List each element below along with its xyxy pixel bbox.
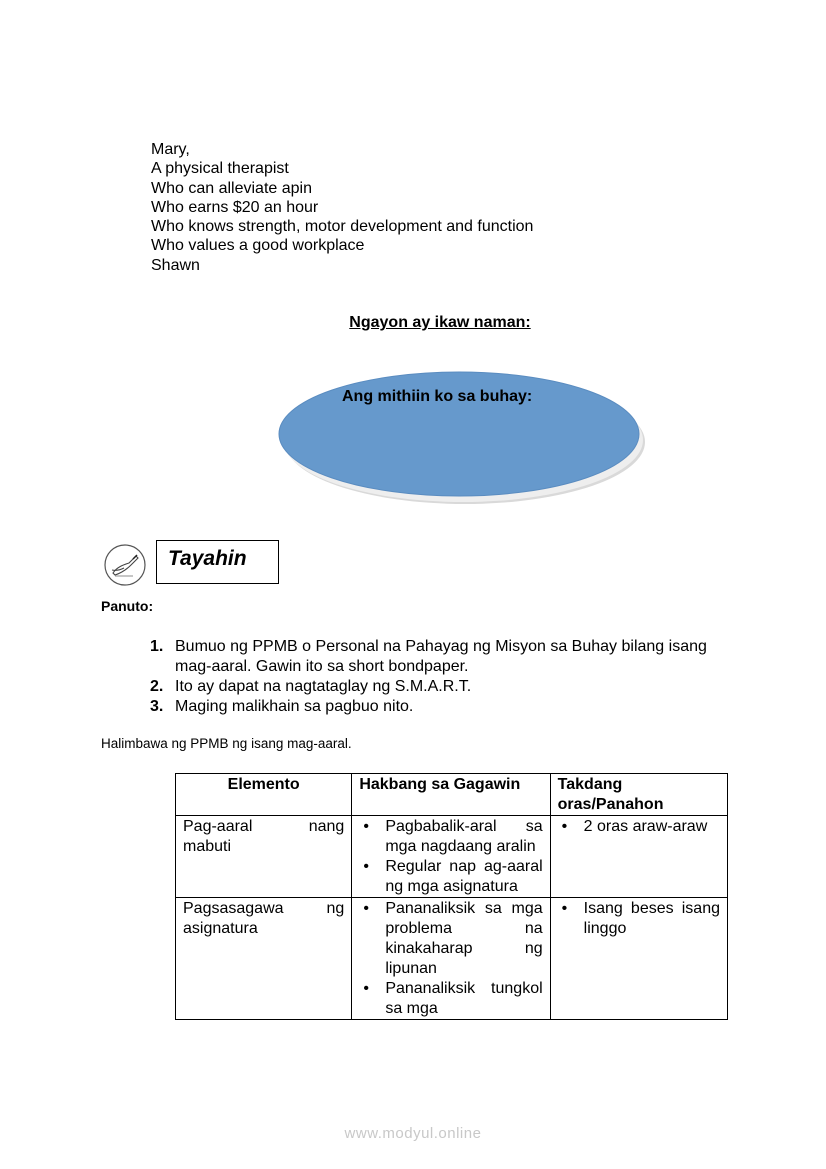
- poem-line: A physical therapist: [151, 160, 289, 178]
- cell-takdang: [550, 816, 727, 898]
- tayahin-title: Tayahin: [168, 547, 247, 570]
- list-item: • Pagbabalik-aral sa mga nagdaang aralin: [385, 817, 542, 857]
- pen-writing-icon: [103, 543, 147, 587]
- activity-heading: Ngayon ay ikaw naman:: [349, 314, 531, 331]
- table-row: [176, 898, 728, 1020]
- cell-takdang: [550, 898, 727, 1020]
- poem-line: Who values a good workplace: [151, 237, 365, 255]
- poem-line: Who earns $20 an hour: [151, 198, 319, 216]
- header-elemento: Elemento: [176, 774, 352, 816]
- list-item: • 2 oras araw-araw: [584, 817, 720, 837]
- instruction-number: 2.: [150, 678, 164, 695]
- ppmb-table: [175, 773, 728, 1020]
- instruction-text: Ito ay dapat na nagtataglay ng S.M.A.R.T.: [175, 678, 472, 695]
- instruction-item: [150, 677, 740, 697]
- table-header-row: [176, 774, 728, 816]
- poem-line: Shawn: [151, 256, 200, 274]
- instruction-text: Maging malikhain sa pagbuo nito.: [175, 698, 414, 715]
- header-hakbang: Hakbang sa Gagawin: [352, 774, 550, 816]
- panuto-label: Panuto:: [101, 598, 154, 614]
- list-item: • Isang beses isang linggo: [584, 899, 720, 939]
- example-poem: [151, 140, 533, 275]
- list-item: • Pananaliksik sa mga problema na kinakaharap ng lipunan: [385, 899, 542, 979]
- oval-label: Ang mithiin ko sa buhay:: [342, 388, 533, 405]
- instruction-item: [150, 697, 740, 717]
- instruction-number: 1.: [150, 638, 164, 655]
- tayahin-title-box: [156, 540, 279, 584]
- poem-line: Mary,: [151, 141, 190, 158]
- instructions-list: [150, 637, 740, 717]
- cell-hakbang: [352, 898, 550, 1020]
- poem-line: Who knows strength, motor development and function: [151, 218, 534, 236]
- header-takdang: Takdang oras/Panahon: [550, 774, 727, 816]
- cell-elemento: Pag-aaral nang mabuti: [176, 816, 352, 898]
- watermark: www.modyul.online: [344, 1125, 482, 1142]
- poem-line: Who can alleviate apin: [151, 179, 312, 197]
- list-item: • Regular nap ag-aaral ng mga asignatura: [385, 857, 542, 897]
- instruction-text: Bumuo ng PPMB o Personal na Pahayag ng Misyon sa Buhay bilang isang mag-aaral. Gawin ito sa short bondpaper.: [175, 638, 707, 675]
- instruction-item: [150, 637, 740, 677]
- list-item: • Pananaliksik tungkol sa mga: [385, 979, 542, 1019]
- cell-elemento: Pagsasagawa ng asignatura: [176, 898, 352, 1020]
- cell-hakbang: [352, 816, 550, 898]
- table-row: [176, 816, 728, 898]
- example-caption: Halimbawa ng PPMB ng isang mag-aaral.: [101, 736, 352, 751]
- instruction-number: 3.: [150, 698, 164, 715]
